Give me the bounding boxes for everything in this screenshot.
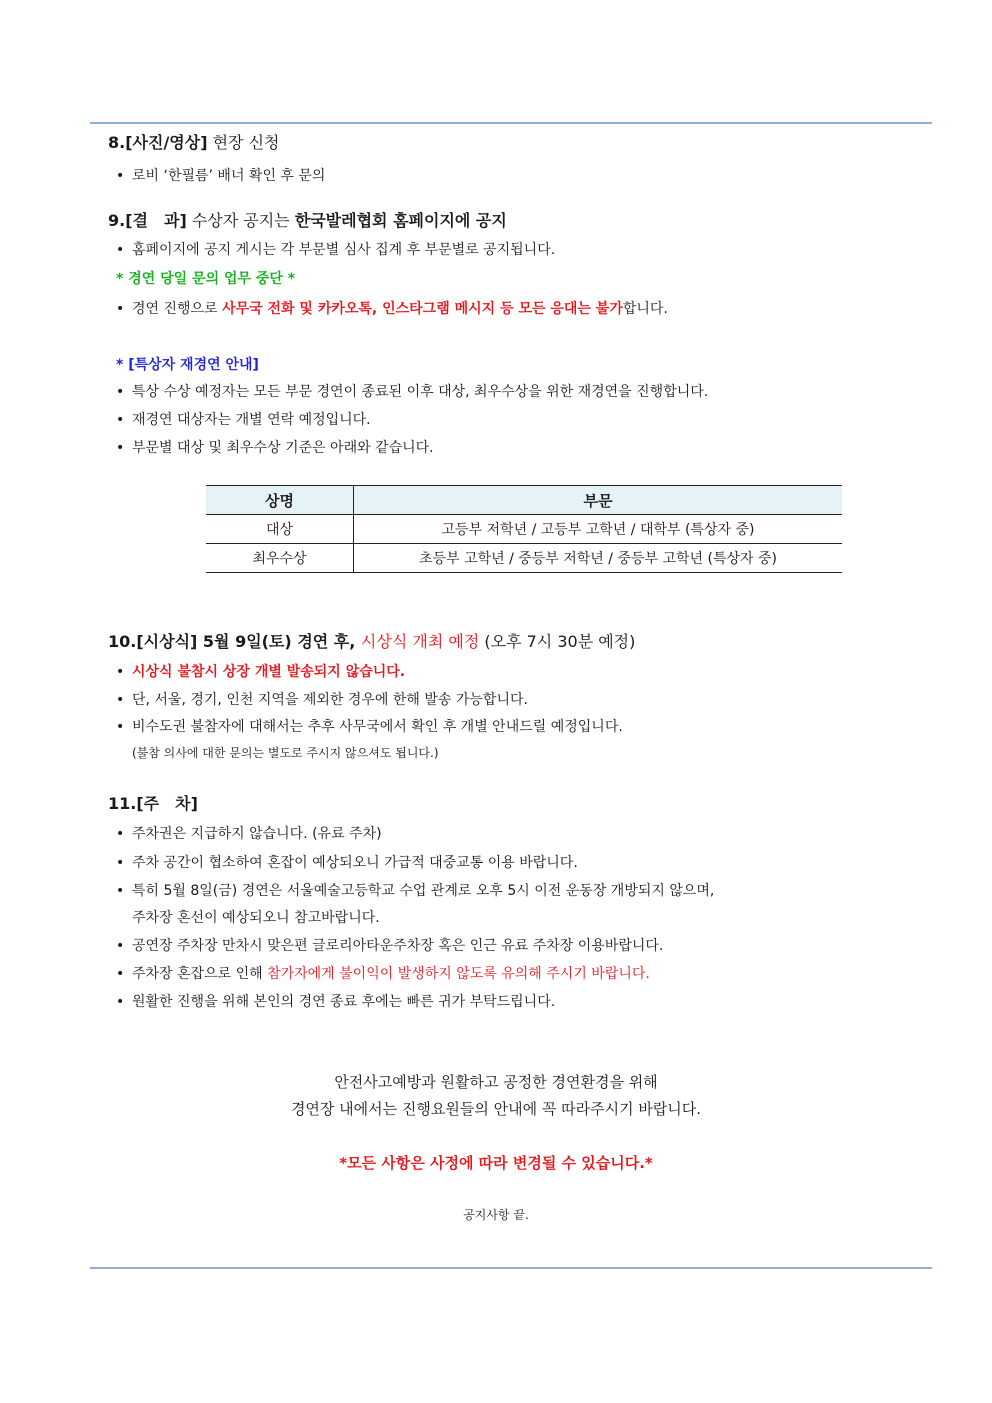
closing-line-1: 안전사고예방과 원활하고 공정한 경연환경을 위해 bbox=[334, 1073, 658, 1091]
section-9-bracket: [결 과] bbox=[125, 211, 187, 230]
bullet-icon: • bbox=[116, 938, 125, 954]
section-10-bracket: [시상식] bbox=[136, 632, 198, 651]
section-11-heading bbox=[108, 791, 198, 814]
list-item-emphasis: 시상식 불참시 상장 개별 발송되지 않습니다. bbox=[132, 664, 406, 680]
list-item bbox=[116, 437, 434, 457]
bullet-icon: • bbox=[116, 664, 125, 680]
list-item bbox=[116, 963, 650, 983]
list-item-text: 재경연 대상자는 개별 연락 예정입니다. bbox=[132, 412, 371, 428]
bullet-icon: • bbox=[116, 301, 125, 317]
section-9-number: 9. bbox=[108, 211, 126, 230]
section-9-heading-bold: 한국발레협회 홈페이지에 공지 bbox=[294, 211, 507, 230]
list-item-text: 로비 ‘한필름’ 배너 확인 후 문의 bbox=[132, 168, 326, 184]
list-item bbox=[116, 689, 528, 709]
bullet-icon: • bbox=[116, 412, 125, 428]
bullet-icon: • bbox=[116, 966, 125, 982]
table-row bbox=[206, 544, 842, 573]
bullet-icon: • bbox=[116, 826, 125, 842]
list-item bbox=[116, 991, 555, 1011]
absence-note: (불참 의사에 대한 문의는 별도로 주시지 않으셔도 됩니다.) bbox=[132, 746, 439, 760]
section-10-number: 10. bbox=[108, 632, 137, 651]
list-item-emphasis: 사무국 전화 및 카카오톡, 인스타그램 메시지 등 모든 응대는 불가 bbox=[222, 301, 623, 317]
section-10-heading-red: 시상식 개최 예정 bbox=[360, 632, 480, 651]
section-8-bracket: [사진/영상] bbox=[125, 133, 208, 152]
list-item-text: 비수도권 불참자에 대해서는 추후 사무국에서 확인 후 개별 안내드릴 예정입니다. bbox=[132, 719, 623, 735]
bullet-icon: • bbox=[116, 883, 125, 899]
list-item-text: 공연장 주차장 만차시 맞은편 글로리아타운주차장 혹은 인근 유료 주차장 이용바랍니다. bbox=[132, 938, 664, 954]
table-cell-award: 대상 bbox=[206, 515, 354, 544]
closing-line-2: 경연장 내에서는 진행요원들의 안내에 꼭 따라주시기 바랍니다. bbox=[290, 1100, 702, 1118]
list-item bbox=[116, 823, 382, 843]
list-item-text: 원활한 진행을 위해 본인의 경연 종료 후에는 빠른 귀가 부탁드립니다. bbox=[132, 994, 556, 1010]
section-11-bracket: [주 차] bbox=[136, 794, 198, 813]
section-9-heading-mid: 수상자 공지는 bbox=[186, 211, 295, 230]
bullet-icon: • bbox=[116, 855, 125, 871]
list-item bbox=[116, 381, 708, 401]
list-item bbox=[116, 298, 668, 318]
list-item-emphasis: 참가자에게 불이익이 발생하지 않도록 유의해 주시기 바랍니다. bbox=[267, 966, 650, 982]
change-notice: *모든 사항은 사정에 따라 변경될 수 있습니다.* bbox=[339, 1154, 653, 1172]
list-item-continuation: 주차장 혼선이 예상되오니 참고바랍니다. bbox=[132, 910, 380, 926]
section-10-heading-rest: (오후 7시 30분 예정) bbox=[479, 632, 636, 651]
bullet-icon: • bbox=[116, 384, 125, 400]
table-row bbox=[206, 515, 842, 544]
bullet-icon: • bbox=[116, 242, 125, 258]
award-criteria-table bbox=[206, 485, 842, 573]
list-item-text: 주차 공간이 협소하여 혼잡이 예상되오니 가급적 대중교통 이용 바랍니다. bbox=[132, 855, 578, 871]
table-header-row bbox=[206, 486, 842, 515]
list-item-text: 특상 수상 예정자는 모든 부문 경연이 종료된 이후 대상, 최우수상을 위한 재경연을 진행합니다. bbox=[132, 384, 709, 400]
list-item-text: 홈페이지에 공지 게시는 각 부문별 심사 집계 후 부문별로 공지됩니다. bbox=[132, 242, 556, 258]
section-10-heading-bold: 5월 9일(토) 경연 후, bbox=[197, 632, 361, 651]
table-header-award: 상명 bbox=[206, 486, 354, 515]
list-item bbox=[116, 935, 663, 955]
list-item-text: 특히 5월 8일(금) 경연은 서울예술고등학교 수업 관계로 오후 5시 이전 운동장 개방되지 않으며, bbox=[132, 883, 715, 899]
bottom-divider bbox=[90, 1267, 932, 1269]
list-item-text-end: 합니다. bbox=[622, 301, 668, 317]
list-item-text: 경연 진행으로 bbox=[132, 301, 223, 317]
special-reaudition-title: * [특상자 재경연 안내] bbox=[116, 357, 259, 373]
table-cell-division: 초등부 고학년 / 중등부 저학년 / 중등부 고학년 (특상자 중) bbox=[354, 544, 843, 573]
list-item bbox=[116, 716, 623, 736]
list-item bbox=[116, 852, 578, 872]
bullet-icon: • bbox=[116, 719, 125, 735]
section-8-heading bbox=[108, 130, 280, 153]
list-item bbox=[116, 239, 555, 259]
list-item-text: 주차장 혼잡으로 인해 bbox=[132, 966, 268, 982]
table-cell-division: 고등부 저학년 / 고등부 고학년 / 대학부 (특상자 중) bbox=[354, 515, 843, 544]
end-of-notice: 공지사항 끝. bbox=[463, 1208, 529, 1222]
bullet-icon: • bbox=[116, 692, 125, 708]
section-8-number: 8. bbox=[108, 133, 126, 152]
top-divider bbox=[90, 122, 932, 124]
section-10-heading bbox=[108, 629, 635, 652]
list-item bbox=[116, 880, 714, 900]
bullet-icon: • bbox=[116, 168, 125, 184]
table-header-division: 부문 bbox=[354, 486, 843, 515]
section-11-number: 11. bbox=[108, 794, 137, 813]
table-cell-award: 최우수상 bbox=[206, 544, 354, 573]
bullet-icon: • bbox=[116, 440, 125, 456]
inquiry-suspended-warning: * 경연 당일 문의 업무 중단 * bbox=[116, 271, 296, 287]
list-item-text: 단, 서울, 경기, 인천 지역을 제외한 경우에 한해 발송 가능합니다. bbox=[132, 692, 528, 708]
list-item bbox=[116, 165, 325, 185]
list-item-text: 주차권은 지급하지 않습니다. (유료 주차) bbox=[132, 826, 382, 842]
list-item bbox=[116, 661, 405, 681]
bullet-icon: • bbox=[116, 994, 125, 1010]
list-item bbox=[116, 409, 371, 429]
list-item-text: 부문별 대상 및 최우수상 기준은 아래와 같습니다. bbox=[132, 440, 434, 456]
section-9-heading bbox=[108, 208, 507, 231]
section-8-heading-rest: 현장 신청 bbox=[207, 133, 280, 152]
